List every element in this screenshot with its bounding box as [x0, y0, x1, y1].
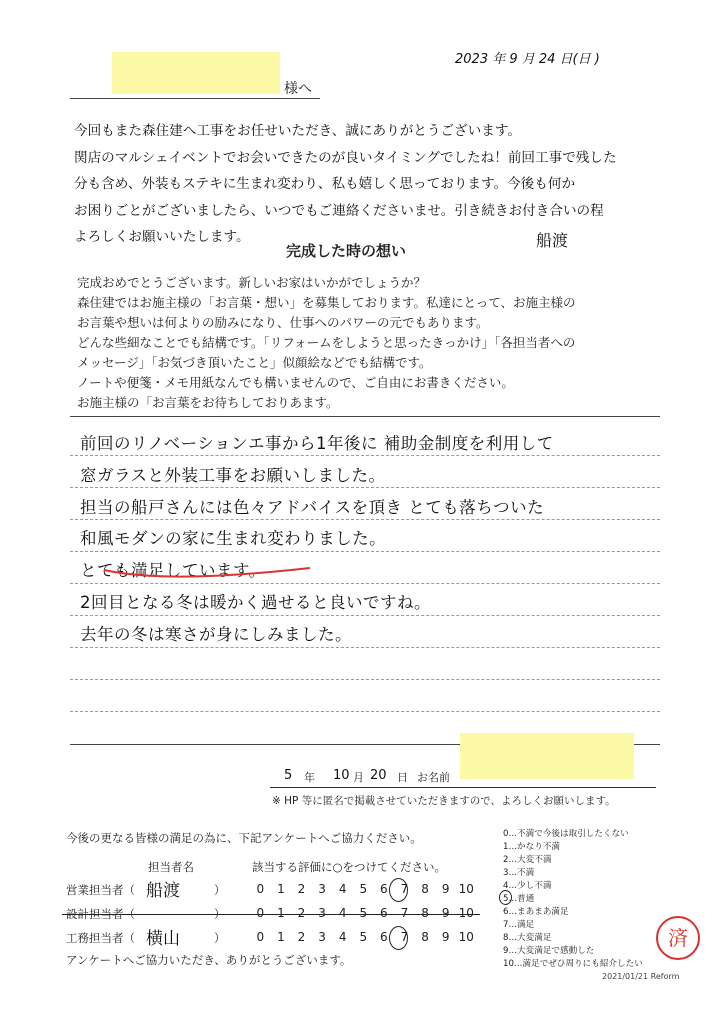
legend-item: 4…少し不満	[503, 881, 552, 891]
rating-scale-construction	[250, 930, 477, 944]
rating-option[interactable]: 1	[277, 882, 285, 896]
selected-legend-circle	[499, 890, 512, 905]
rating-option[interactable]: 10	[458, 906, 474, 920]
rating-option[interactable]: 4	[338, 906, 347, 920]
survey-intro: 今後の更なる皆様の満足の為に、下記アンケートへご協力ください。	[66, 831, 422, 845]
rating-option[interactable]: 8	[421, 906, 429, 920]
customer-message-line: 2回目となる冬は暖かく過せると良いですね。	[80, 592, 431, 612]
design-row-strikethrough	[62, 914, 480, 915]
rating-option[interactable]: 6	[380, 930, 388, 944]
intro-line: 森住建ではお施主様の「お言葉・想い」を募集しております。私達にとって、お施主様の	[77, 295, 576, 310]
staff-reply-line: 分も含め、外装もステキに生まれ変わり、私も嬉しく思っております。今後も何か	[74, 176, 576, 192]
document-date: 2023 年 9 月 24 日(日 )	[455, 52, 600, 67]
rating-option[interactable]: 2	[297, 882, 306, 896]
survey-row-sales-label: 営業担当者（	[66, 883, 135, 897]
rating-option[interactable]: 5	[359, 930, 368, 944]
intro-line: お施主様の「お言葉をお待ちしておりあます。	[77, 395, 339, 410]
legend-item: 6…まあまあ満足	[503, 907, 569, 917]
message-area-top-border	[70, 416, 660, 417]
rating-option[interactable]: 0	[256, 906, 265, 920]
rating-option[interactable]: 7	[400, 930, 409, 944]
redacted-customer-name	[460, 733, 634, 779]
rating-option[interactable]: 6	[380, 906, 388, 920]
rating-option[interactable]: 2	[297, 930, 306, 944]
survey-col-staff: 担当者名	[148, 860, 194, 874]
survey-thanks: アンケートへご協力いただき、ありがとうございます。	[66, 953, 352, 967]
customer-message-line: 前回のリノベーションエ事から1年後に 補助金制度を利用して	[80, 434, 554, 453]
legend-item: 2…大変不満	[503, 855, 552, 865]
rating-option[interactable]: 6	[380, 882, 388, 896]
sign-month: 10	[333, 768, 350, 783]
legend-item: 8…大変満足	[503, 933, 552, 943]
survey-row-sales-close: ）	[214, 883, 226, 897]
rating-option[interactable]: 5	[359, 906, 368, 920]
staff-reply-line: 今回もまた森住建へ工事をお任せいただき、誠にありがとうございます。	[74, 123, 521, 139]
intro-line: どんな些細なことでも結構です。「リフォームをしようと思ったきっかけ」「各担当者への	[77, 335, 576, 350]
customer-message-line: 窓ガラスと外装工事をお願いしました。	[80, 465, 386, 485]
customer-message	[80, 428, 680, 651]
sign-day: 20	[370, 768, 387, 783]
legend-item: 7…満足	[503, 920, 535, 930]
rating-option[interactable]: 1	[277, 906, 285, 920]
salutation: 様へ	[284, 81, 312, 97]
rating-option[interactable]: 3	[318, 906, 326, 920]
rating-option[interactable]: 10	[458, 882, 474, 896]
rating-scale-sales	[250, 882, 477, 896]
legend-item: 0…不満で今後は取引したくない	[503, 829, 629, 839]
survey-row-design-label: 設計担当者（	[66, 907, 135, 921]
intro-text	[77, 273, 677, 413]
staff-reply-line: よろしくお願いいたします。	[74, 229, 250, 245]
rating-option[interactable]: 3	[318, 930, 326, 944]
legend-item: 10…満足でぜひ周りにも紹介したい	[503, 959, 643, 969]
staff-reply-line: お困りごとがございましたら、いつでもご連絡くださいませ。引き続きお付き合いの程	[74, 202, 604, 219]
rating-option[interactable]: 9	[441, 930, 450, 944]
selected-rating-sales-circle	[389, 878, 408, 902]
rating-option[interactable]: 9	[441, 906, 450, 920]
redacted-recipient-name	[112, 52, 280, 94]
rating-option[interactable]: 8	[421, 930, 429, 944]
red-underline-mark	[100, 562, 320, 582]
sign-underline	[270, 787, 656, 788]
writing-line	[70, 679, 660, 680]
rating-option[interactable]: 1	[277, 930, 285, 944]
legend-item: 9…大変満足で感動した	[503, 946, 595, 956]
survey-row-sales-name: 船渡	[146, 881, 180, 901]
customer-message-line: 担当の船戸さんには色々アドバイスを頂き とても落ちついた	[80, 497, 545, 517]
intro-line: メッセージ」「お気づき頂いたこと」似顔絵などでも結構です。	[77, 355, 432, 370]
rating-option[interactable]: 8	[421, 882, 429, 896]
rating-scale-design	[250, 906, 477, 920]
customer-message-line: とても満足しています。	[80, 561, 266, 581]
rating-option[interactable]: 2	[297, 906, 306, 920]
sign-month-label: 月	[353, 771, 364, 784]
survey-row-construction-close: ）	[214, 931, 226, 945]
rating-option[interactable]: 0	[256, 930, 265, 944]
writing-line	[70, 711, 660, 712]
staff-signature: 船渡	[536, 231, 569, 250]
legend-item: 1…かなり不満	[503, 842, 561, 852]
intro-line: 完成おめでとうございます。新しいお家はいかがでしょうか？	[77, 275, 427, 290]
rating-option[interactable]: 7	[400, 882, 409, 896]
name-label: お名前	[417, 771, 450, 784]
intro-line: お言葉や想いは何よりの励みになり、仕事へのパワーの元でもあります。	[77, 315, 489, 330]
rating-option[interactable]: 10	[458, 930, 474, 944]
rating-option[interactable]: 4	[338, 882, 347, 896]
survey-row-design-close: ）	[214, 907, 226, 921]
red-check-stamp	[652, 912, 704, 964]
rating-option[interactable]: 5	[359, 882, 368, 896]
rating-option[interactable]: 4	[338, 930, 347, 944]
sign-year: 5	[284, 768, 293, 783]
rating-option[interactable]: 3	[318, 882, 326, 896]
section-title: 完成した時の想い	[286, 242, 407, 260]
salutation-underline	[70, 98, 320, 99]
intro-line: ノートや便箋・メモ用紙なんでも構いませんので、ご自由にお書きください。	[77, 375, 514, 390]
rating-option[interactable]: 0	[256, 882, 265, 896]
customer-message-line: 去年の冬は寒さが身にしみました。	[80, 624, 352, 644]
staff-reply-message	[74, 118, 674, 251]
customer-message-line: 和風モダンの家に生まれ変わりました。	[80, 529, 387, 549]
legend-item: 5…普通	[503, 894, 535, 904]
survey-row-construction-label: 工務担当者（	[66, 931, 135, 945]
staff-reply-line: 関店のマルシェイベントでお会いできたのが良いタイミングでしたね！前回工事で残した	[74, 149, 617, 166]
sign-year-label: 年	[304, 771, 315, 784]
anonymous-notice: ※ HP 等に匿名で掲載させていただきますので、よろしくお願いします。	[272, 795, 616, 807]
rating-option[interactable]: 7	[400, 906, 409, 920]
survey-col-rating: 該当する評価に○をつけてください。	[252, 860, 447, 874]
sign-day-label: 日	[397, 771, 408, 784]
legend-item: 3…不満	[503, 868, 535, 878]
form-footer-version: 2021/01/21 Reform	[602, 972, 680, 981]
survey-row-construction-name: 横山	[146, 929, 180, 949]
selected-rating-construction-circle	[389, 926, 408, 950]
stamp-text: 済	[668, 926, 688, 950]
rating-option[interactable]: 9	[441, 882, 450, 896]
